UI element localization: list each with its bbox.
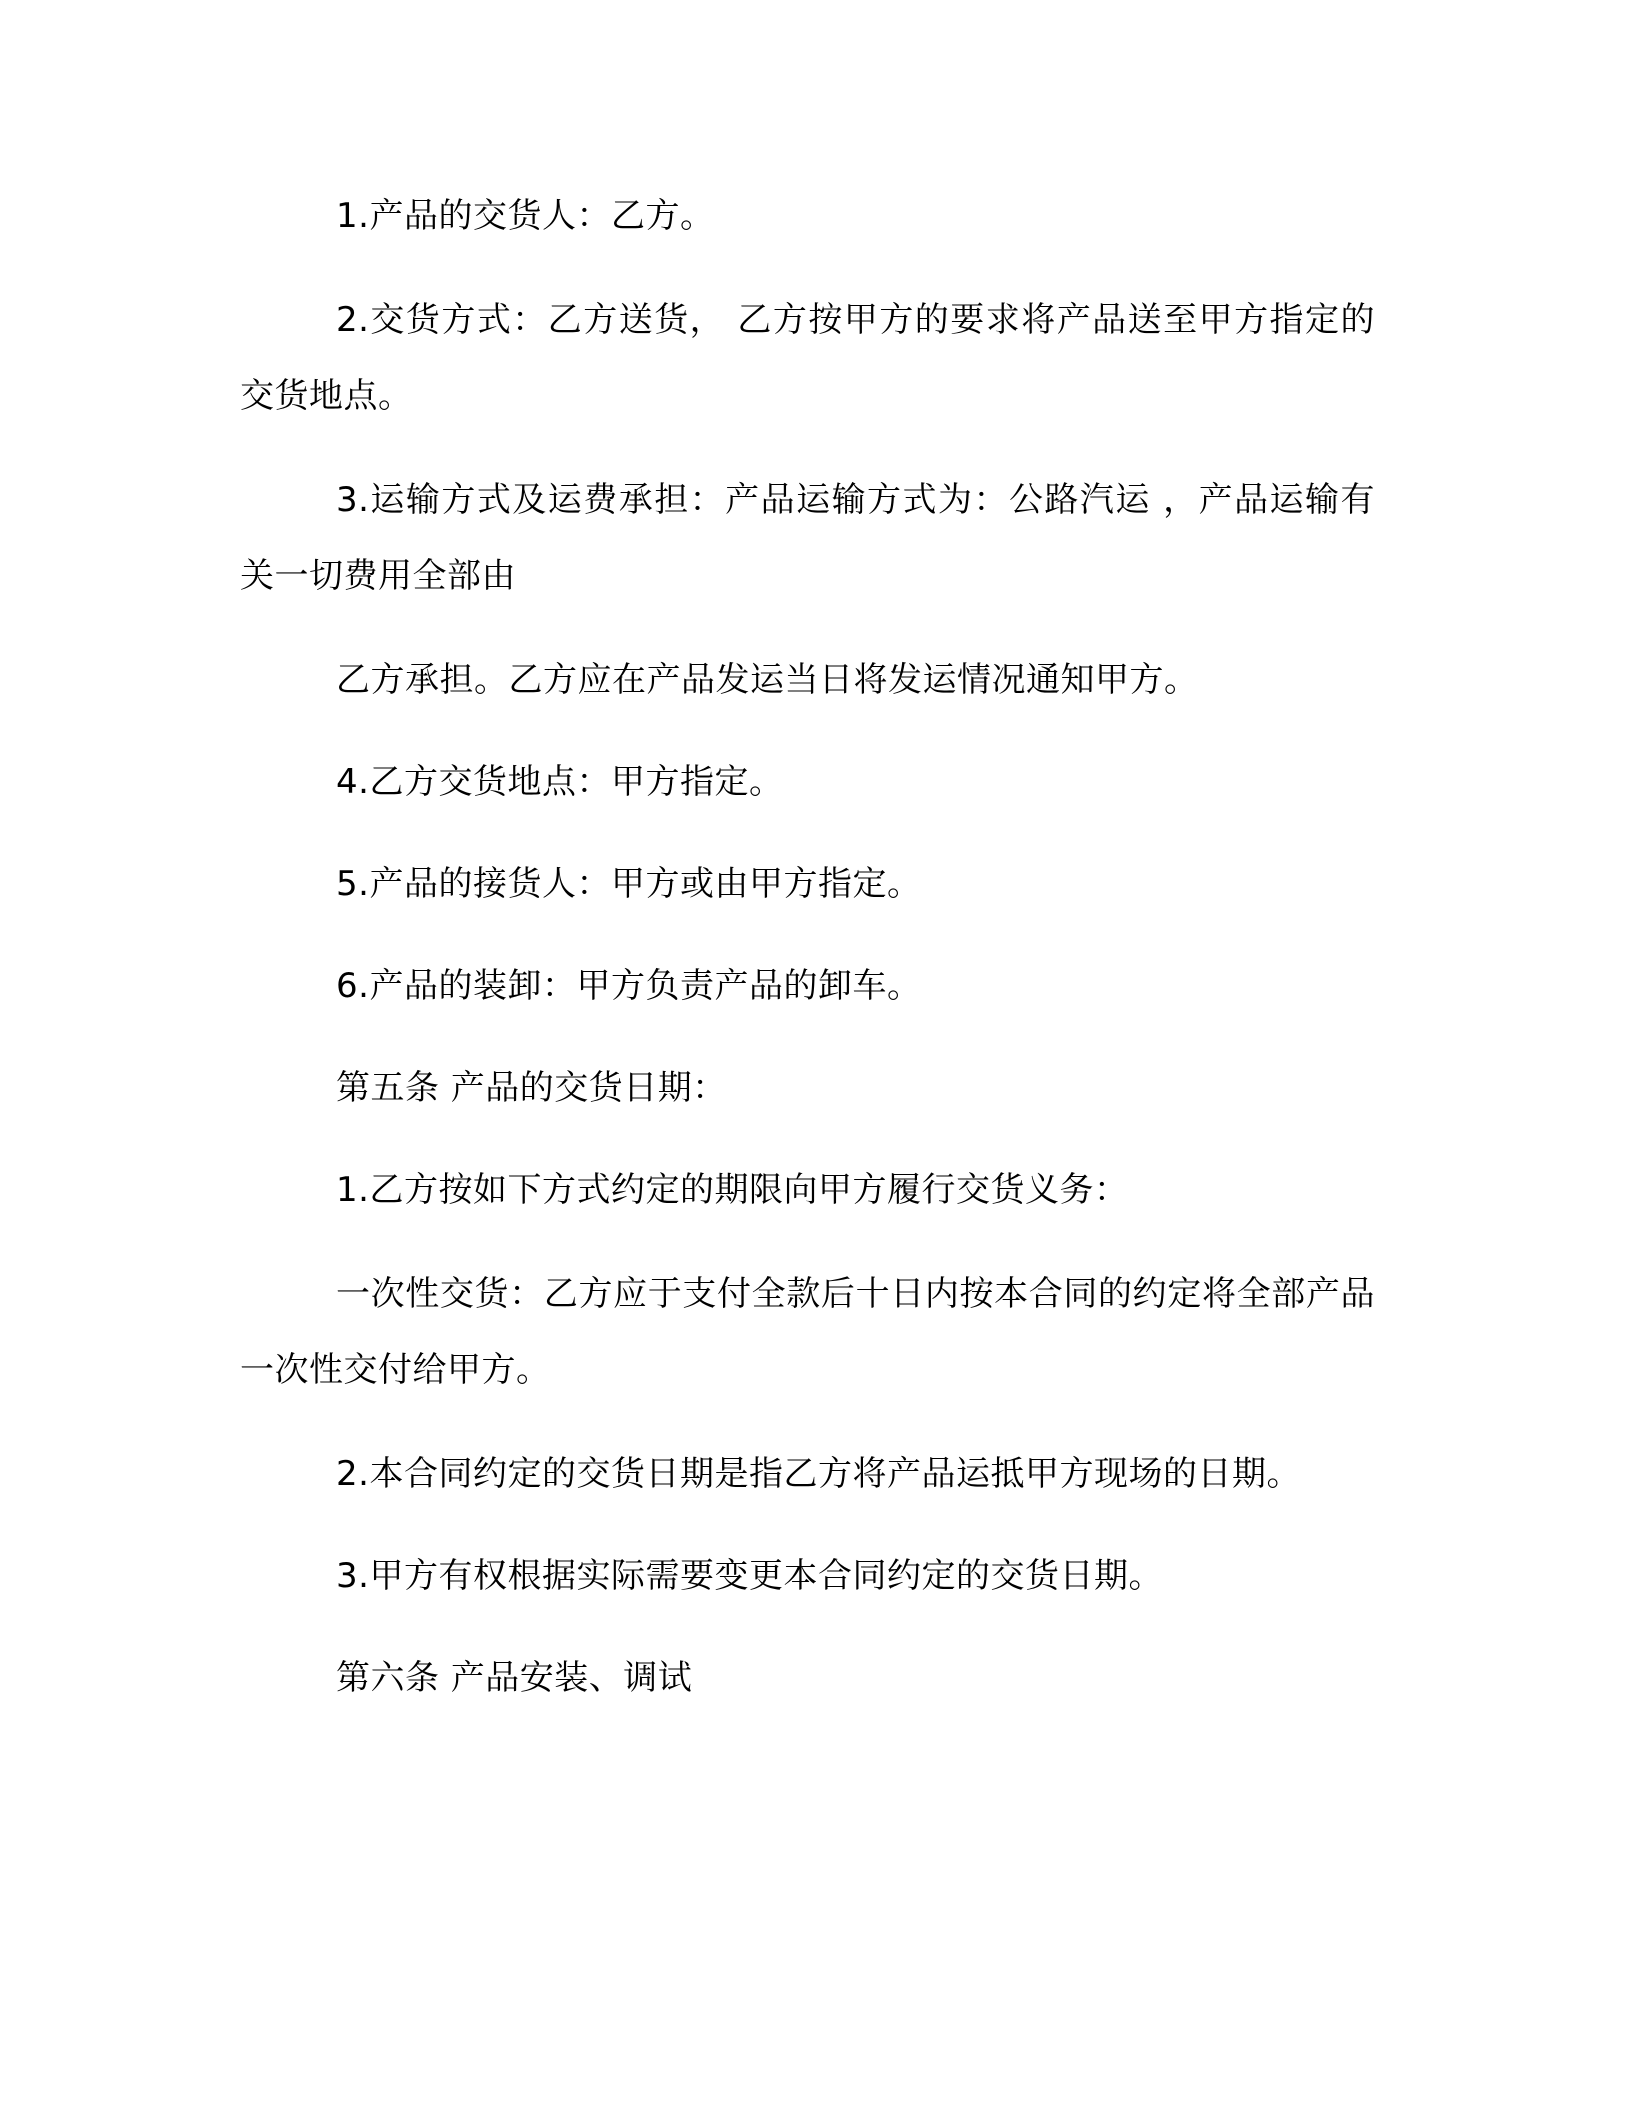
paragraph-transport-cost: 乙方承担。乙方应在产品发运当日将发运情况通知甲方。	[336, 660, 1199, 700]
paragraph-delivery-location: 4.乙方交货地点：甲方指定。	[336, 762, 784, 802]
paragraph-one-time-delivery: 一次性交货：乙方应于支付全款后十日内按本合同的约定将全部产品一次性交付给甲方。	[240, 1274, 1375, 1390]
section-heading-article-6: 第六条 产品安装、调试	[336, 1658, 693, 1698]
paragraph-delivery-method: 2.交货方式：乙方送货， 乙方按甲方的要求将产品送至甲方指定的交货地点。	[240, 300, 1375, 416]
paragraph-delivery-obligation: 1.乙方按如下方式约定的期限向甲方履行交货义务：	[336, 1170, 1129, 1210]
paragraph-loading: 6.产品的装卸：甲方负责产品的卸车。	[336, 966, 922, 1006]
paragraph-receiver: 5.产品的接货人：甲方或由甲方指定。	[336, 864, 922, 904]
paragraph-transport-method: 3.运输方式及运费承担：产品运输方式为：公路汽运 ，产品运输有关一切费用全部由	[240, 480, 1375, 596]
paragraph-delivery-date-change: 3.甲方有权根据实际需要变更本合同约定的交货日期。	[336, 1556, 1163, 1596]
paragraph-delivery-party: 1.产品的交货人：乙方。	[336, 196, 715, 236]
paragraph-delivery-date-definition: 2.本合同约定的交货日期是指乙方将产品运抵甲方现场的日期。	[336, 1454, 1301, 1494]
section-heading-article-5: 第五条 产品的交货日期：	[336, 1068, 727, 1108]
